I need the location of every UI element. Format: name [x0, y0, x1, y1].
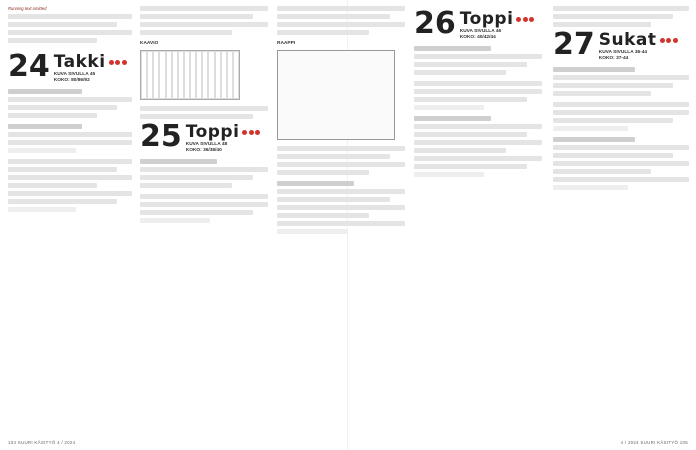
column-5 — [553, 6, 689, 434]
pattern-meta1: KUVA SIVULLA 36-44 — [598, 50, 648, 55]
pattern-number: 26 — [414, 6, 456, 41]
footer-right: 4 / 2024 SUURI KÄSITYÖ 105 — [620, 440, 688, 445]
dots-icon — [660, 38, 680, 43]
pattern-meta2: KOKO: 40/42/44 — [459, 35, 496, 40]
pattern-meta2: KOKO: 80/86/92 — [53, 78, 90, 83]
omission-note: Running text omitted — [8, 6, 47, 11]
pattern-title: Toppi — [459, 9, 514, 29]
pattern-number: 27 — [553, 27, 595, 62]
pattern-header-25 — [140, 119, 268, 154]
pattern-schematic — [277, 50, 395, 140]
pattern-number: 24 — [8, 49, 50, 84]
diagram-label: RAAPPI — [277, 41, 296, 46]
pattern-meta1: KUVA SIVULLA 46 — [459, 29, 502, 34]
pattern-header-27 — [553, 27, 689, 62]
column-3 — [277, 6, 405, 434]
pattern-title: Sukat — [598, 30, 657, 50]
pattern-meta1: KUVA SIVULLA 45 — [53, 72, 96, 77]
pattern-number: 25 — [140, 119, 182, 154]
pattern-header-26 — [414, 6, 542, 41]
footer-left: 104 SUURI KÄSITYÖ 4 / 2024 — [8, 440, 76, 445]
column-2 — [140, 6, 268, 434]
pattern-meta1: KUVA SIVULLA 48 — [185, 142, 228, 147]
pattern-meta2: KOKO: 37-44 — [598, 56, 629, 61]
dots-icon — [109, 60, 129, 65]
diagram-label: KAAVIO — [140, 41, 159, 46]
pattern-meta2: KOKO: 36/38/40 — [185, 148, 222, 153]
dots-icon — [516, 17, 536, 22]
dots-icon — [242, 130, 262, 135]
pattern-title: Takki — [53, 52, 106, 72]
chart-grid — [140, 50, 240, 100]
pattern-title: Toppi — [185, 122, 240, 142]
column-1 — [8, 6, 132, 434]
column-4 — [414, 6, 542, 434]
pattern-header-24 — [8, 49, 132, 84]
